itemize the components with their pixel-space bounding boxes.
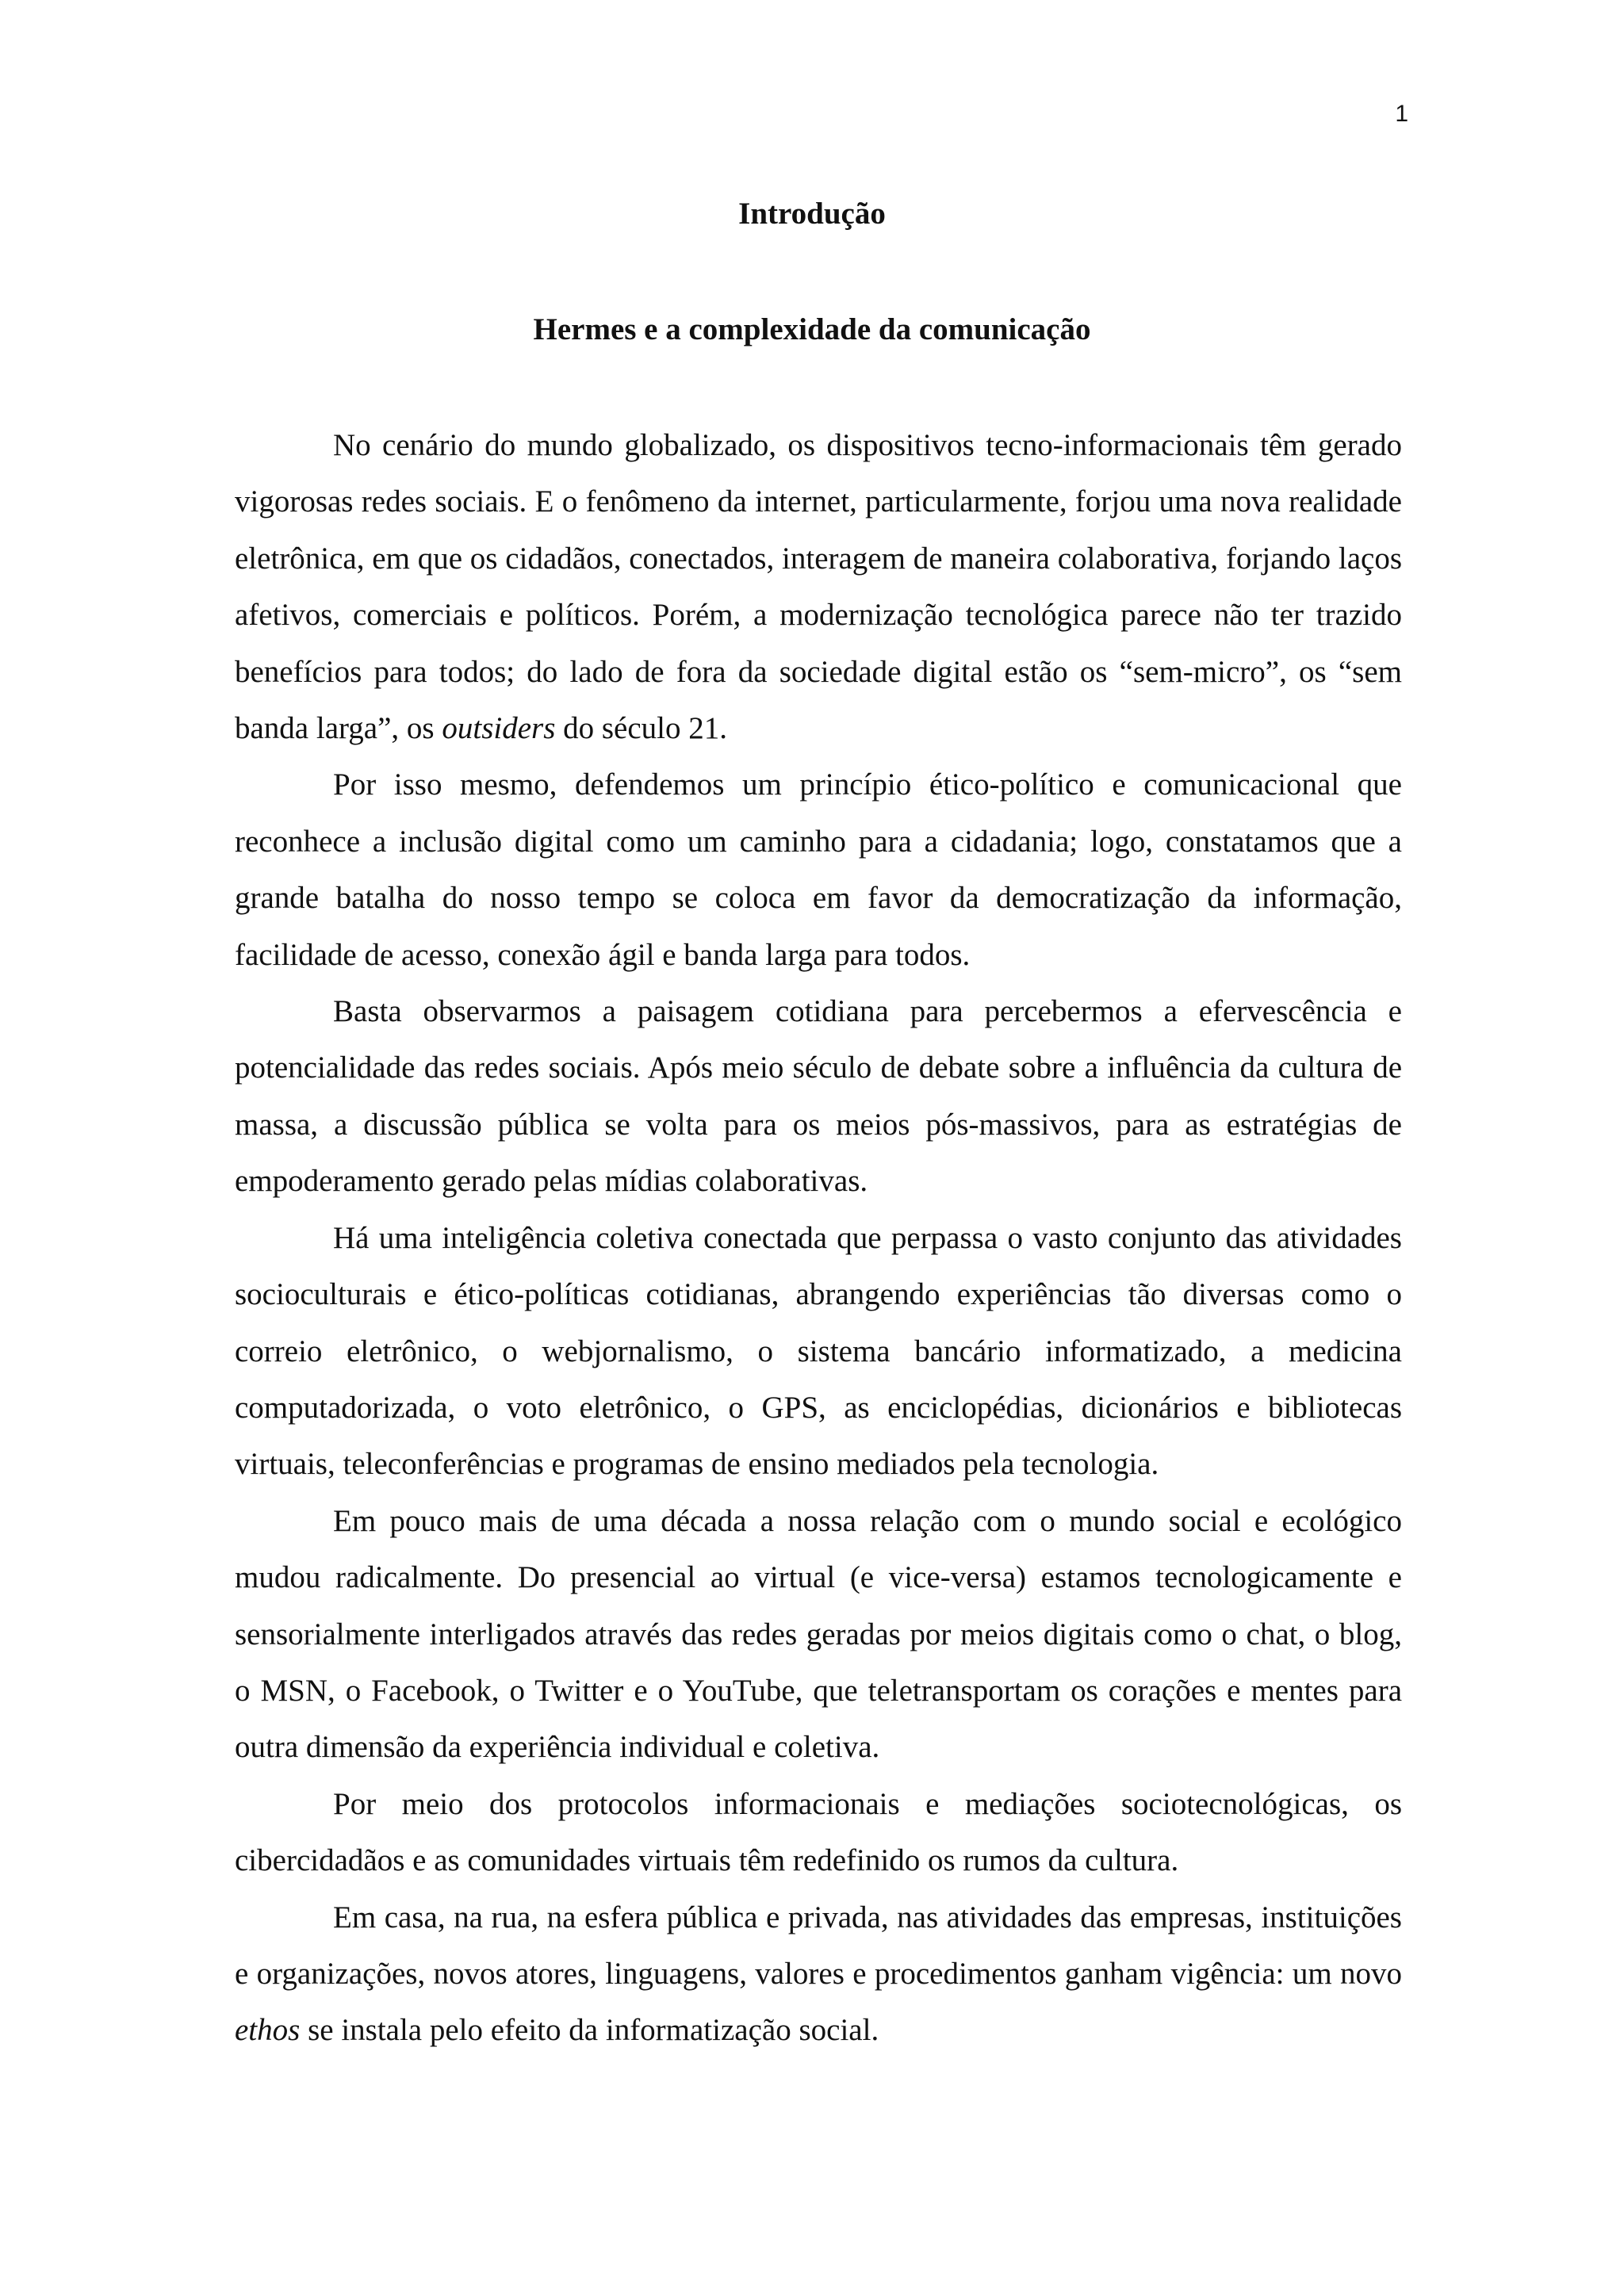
paragraph-text: Em pouco mais de uma década a nossa relação com o mundo social e ecológico mudou radicalmente. Do presencial ao virtual (e vice-versa) estamos tecnologicamente e sensorialmente interligados através das redes geradas por meios digitais como o chat, o blog, o MSN, o Facebook, o Twitter e o YouTube, que teletransportam os corações e mentes para outra dimensão da experiência individual e coletiva. — [235, 1503, 1402, 1765]
italic-term: ethos — [235, 2013, 301, 2048]
paragraph-text: Há uma inteligência coletiva conectada que perpassa o vasto conjunto das atividades socioculturais e ético-políticas cotidianas, abrangendo experiências tão diversas como o correio eletrônico, o webjornalismo, o sistema bancário informatizado, a medicina computadorizada, o voto eletrônico, o GPS, as enciclopédias, dicionários e bibliotecas virtuais, teleconferências e programas de ensino mediados pela tecnologia. — [235, 1220, 1402, 1482]
paragraph-text: se instala pelo efeito da informatização social. — [300, 2013, 879, 2048]
paragraph — [235, 983, 1402, 1210]
paragraph-text: Por isso mesmo, defendemos um princípio ético-político e comunicacional que reconhece a inclusão digital como um caminho para a cidadania; logo, constatamos que a grande batalha do nosso tempo se coloca em favor da democratização da informação, facilidade de acesso, conexão ágil e banda larga para todos. — [235, 767, 1402, 972]
paragraph — [235, 1776, 1402, 1889]
italic-term: outsiders — [442, 711, 556, 746]
paragraph — [235, 1493, 1402, 1776]
paragraph-text: No cenário do mundo globalizado, os dispositivos tecno-informacionais têm gerado vigorosas redes sociais. E o fenômeno da internet, particularmente, forjou uma nova realidade eletrônica, em que os cidadãos, conectados, interagem de maneira colaborativa, forjando laços afetivos, comerciais e políticos. Porém, a modernização tecnológica parece não ter trazido benefícios para todos; do lado de fora da sociedade digital estão os “sem-micro”, os “sem banda larga”, os — [235, 428, 1402, 746]
paragraph-text: Por meio dos protocolos informacionais e mediações sociotecnológicas, os cibercidadãos e as comunidades virtuais têm redefinido os rumos da cultura. — [235, 1786, 1402, 1878]
paragraph — [235, 1210, 1402, 1493]
paragraph-text: Em casa, na rua, na esfera pública e privada, nas atividades das empresas, instituições e organizações, novos atores, linguagens, valores e procedimentos ganham vigência: um novo — [235, 1900, 1402, 1991]
chapter-title: Introdução — [738, 197, 886, 231]
page-number: 1 — [1395, 101, 1408, 127]
body-text — [235, 417, 1402, 2059]
paragraph-text: Basta observarmos a paisagem cotidiana para percebermos a efervescência e potencialidade das redes sociais. Após meio século de debate sobre a influência da cultura de massa, a discussão pública se volta para os meios pós-massivos, para as estratégias de empoderamento gerado pelas mídias colaborativas. — [235, 994, 1402, 1199]
paragraph — [235, 756, 1402, 983]
paragraph — [235, 1889, 1402, 2059]
paragraph — [235, 417, 1402, 756]
paragraph-text: do século 21. — [555, 711, 728, 746]
section-title: Hermes e a complexidade da comunicação — [533, 312, 1091, 346]
